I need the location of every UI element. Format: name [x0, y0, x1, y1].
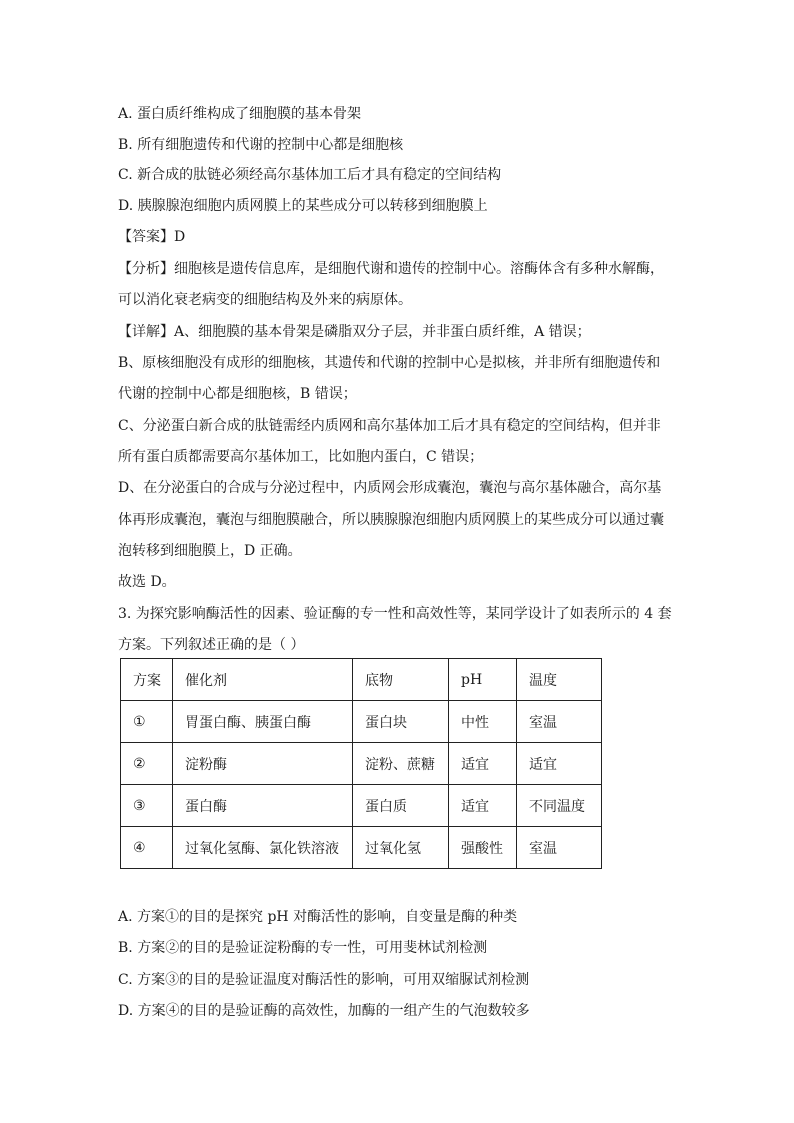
table-cell: 适宜 — [449, 785, 517, 827]
analysis-line-2: 可以消化衰老病变的细胞结构及外来的病原体。 — [118, 292, 412, 308]
table-cell: 过氧化氢 — [353, 827, 449, 869]
table-cell: 蛋白块 — [353, 701, 449, 743]
table-cell: 室温 — [517, 827, 602, 869]
table-cell: 适宜 — [517, 743, 602, 785]
detail-line-3: 代谢的控制中心都是细胞核，B 错误； — [118, 386, 357, 402]
table-cell: ④ — [121, 827, 173, 869]
table-cell: 中性 — [449, 701, 517, 743]
q3-option-a: A. 方案①的目的是探究 pH 对酶活性的影响，自变量是酶的种类 — [118, 909, 518, 925]
table-cell: 室温 — [517, 701, 602, 743]
detail-line-6: D、在分泌蛋白的合成与分泌过程中，内质网会形成囊泡，囊泡与高尔基体融合，高尔基 — [118, 480, 662, 496]
header-cell: 温度 — [517, 659, 602, 701]
table-cell: ① — [121, 701, 173, 743]
answer-line: 【答案】D — [118, 229, 186, 245]
table-cell: 淀粉酶 — [173, 743, 353, 785]
experiment-table — [120, 658, 602, 869]
detail-line-4: C、分泌蛋白新合成的肽链需经内质网和高尔基体加工后才具有稳定的空间结构，但并非 — [118, 418, 661, 434]
table-cell: 蛋白质 — [353, 785, 449, 827]
detail-line-2: B、原核细胞没有成形的细胞核，其遗传和代谢的控制中心是拟核，并非所有细胞遗传和 — [118, 355, 661, 371]
table-cell: 强酸性 — [449, 827, 517, 869]
header-cell: 底物 — [353, 659, 449, 701]
table-cell: 蛋白酶 — [173, 785, 353, 827]
table-cell: 胃蛋白酶、胰蛋白酶 — [173, 701, 353, 743]
question-stem-line-2: 方案。下列叙述正确的是（ ） — [118, 637, 305, 653]
option-c: C. 新合成的肽链必须经高尔基体加工后才具有稳定的空间结构 — [118, 167, 502, 183]
table-row — [121, 827, 602, 869]
conclusion-line: 故选 D。 — [118, 574, 176, 590]
q3-option-c: C. 方案③的目的是验证温度对酶活性的影响，可用双缩脲试剂检测 — [118, 972, 530, 988]
detail-line-7: 体再形成囊泡，囊泡与细胞膜融合，所以胰腺腺泡细胞内质网膜上的某些成分可以通过囊 — [118, 512, 664, 528]
option-a: A. 蛋白质纤维构成了细胞膜的基本骨架 — [118, 106, 362, 122]
table-cell: 适宜 — [449, 743, 517, 785]
header-cell: pH — [449, 659, 517, 701]
table-header-row — [121, 659, 602, 701]
table-cell: ② — [121, 743, 173, 785]
table-row — [121, 701, 602, 743]
question-stem-line-1: 3. 为探究影响酶活性的因素、验证酶的专一性和高效性等，某同学设计了如表所示的 4 套 — [118, 606, 672, 622]
table-cell: 不同温度 — [517, 785, 602, 827]
option-b: B. 所有细胞遗传和代谢的控制中心都是细胞核 — [118, 137, 404, 153]
header-cell: 催化剂 — [173, 659, 353, 701]
header-cell: 方案 — [121, 659, 173, 701]
detail-line-8: 泡转移到细胞膜上，D 正确。 — [118, 543, 302, 559]
table-cell: 过氧化氢酶、氯化铁溶液 — [173, 827, 353, 869]
table-cell: 淀粉、蔗糖 — [353, 743, 449, 785]
q3-option-d: D. 方案④的目的是验证酶的高效性，加酶的一组产生的气泡数较多 — [118, 1003, 530, 1019]
detail-line-1: 【详解】A、细胞膜的基本骨架是磷脂双分子层，并非蛋白质纤维，A 错误； — [118, 324, 591, 340]
table-cell: ③ — [121, 785, 173, 827]
table-row — [121, 743, 602, 785]
table-row — [121, 785, 602, 827]
analysis-line-1: 【分析】细胞核是遗传信息库，是细胞代谢和遗传的控制中心。溶酶体含有多种水解酶， — [118, 261, 664, 277]
option-d: D. 胰腺腺泡细胞内质网膜上的某些成分可以转移到细胞膜上 — [118, 198, 488, 214]
detail-line-5: 所有蛋白质都需要高尔基体加工，比如胞内蛋白，C 错误； — [118, 449, 484, 465]
q3-option-b: B. 方案②的目的是验证淀粉酶的专一性，可用斐林试剂检测 — [118, 940, 488, 956]
